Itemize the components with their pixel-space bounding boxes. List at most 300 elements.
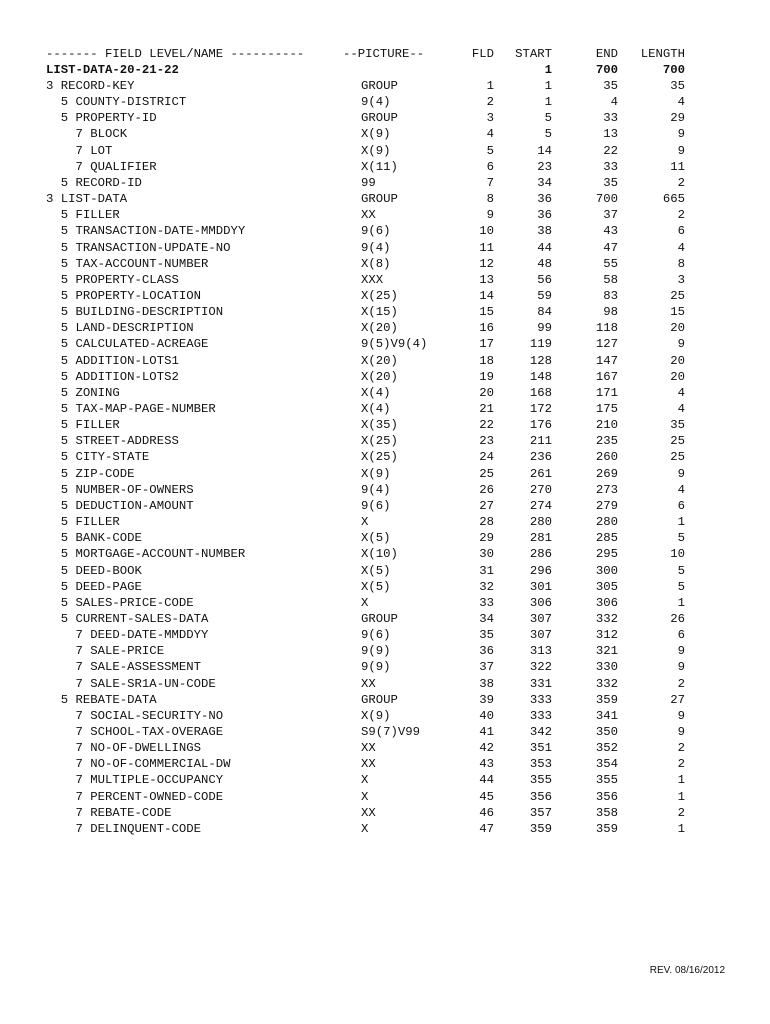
field-row — [0, 369, 770, 385]
field-length: 5 — [677, 579, 685, 594]
field-start: 172 — [529, 402, 552, 416]
field-number: 33 — [479, 595, 494, 610]
field-length: 10 — [670, 547, 685, 562]
field-end: 175 — [595, 402, 618, 416]
field-name: 5 PROPERTY-CLASS — [46, 272, 179, 287]
field-length: 9 — [677, 660, 685, 675]
field-name: 7 SCHOOL-TAX-OVERAGE — [46, 725, 224, 739]
field-length: 1 — [677, 821, 685, 836]
field-end: 47 — [603, 240, 618, 255]
field-row — [0, 159, 770, 175]
field-number: 41 — [479, 725, 494, 739]
field-row — [0, 449, 770, 465]
field-name: 7 REBATE-CODE — [46, 805, 172, 820]
field-length: 9 — [677, 708, 685, 723]
field-length: 35 — [670, 79, 685, 93]
field-name: 5 TRANSACTION-DATE-MMDDYY — [46, 224, 246, 239]
field-end: 352 — [595, 741, 618, 756]
field-name: 3 RECORD-KEY — [46, 79, 135, 93]
field-end: 300 — [595, 563, 618, 578]
field-row — [0, 240, 770, 256]
record-length: 700 — [662, 63, 685, 77]
field-length: 5 — [677, 531, 685, 546]
field-end: 356 — [595, 789, 618, 804]
field-picture: GROUP — [361, 692, 398, 707]
field-name: 5 ZIP-CODE — [46, 466, 135, 481]
field-length: 2 — [677, 208, 685, 223]
field-end: 33 — [603, 111, 618, 126]
field-length: 29 — [670, 111, 685, 126]
field-start: 168 — [529, 385, 552, 400]
field-name: 7 SALE-ASSESSMENT — [46, 660, 201, 675]
field-length: 4 — [677, 402, 685, 416]
field-length: 25 — [670, 288, 685, 303]
header-picture: --PICTURE-- — [343, 47, 425, 61]
field-name: 5 RECORD-ID — [46, 175, 142, 190]
field-row — [0, 126, 770, 142]
field-number: 30 — [479, 547, 494, 562]
field-number: 21 — [479, 402, 494, 416]
field-number: 45 — [479, 789, 494, 804]
field-start: 359 — [529, 821, 552, 836]
field-picture: X — [361, 821, 369, 836]
field-name: 7 DEED-DATE-MMDDYY — [46, 628, 209, 643]
field-number: 47 — [479, 821, 494, 836]
field-row — [0, 772, 770, 788]
field-name: 5 ZONING — [46, 385, 120, 400]
field-name: 7 SALE-PRICE — [46, 644, 165, 659]
field-row — [0, 498, 770, 514]
field-number: 7 — [486, 175, 494, 190]
field-number: 19 — [479, 369, 494, 384]
field-picture: X(9) — [361, 708, 391, 723]
field-length: 20 — [670, 321, 685, 336]
field-length: 2 — [677, 805, 685, 820]
field-picture: X — [361, 773, 369, 788]
field-picture: XXX — [361, 272, 384, 287]
field-picture: X(5) — [361, 579, 391, 594]
field-end: 147 — [595, 353, 618, 368]
field-name: 7 PERCENT-OWNED-CODE — [46, 789, 224, 804]
field-picture: GROUP — [361, 611, 398, 626]
field-number: 42 — [479, 741, 494, 756]
field-row — [0, 143, 770, 159]
field-row — [0, 740, 770, 756]
field-name: 5 BANK-CODE — [46, 531, 142, 546]
field-number: 25 — [479, 466, 494, 481]
field-length: 6 — [677, 628, 685, 643]
field-name: 7 NO-OF-DWELLINGS — [46, 741, 201, 756]
field-start: 261 — [529, 466, 552, 481]
field-length: 6 — [677, 498, 685, 513]
field-picture: XX — [361, 676, 376, 691]
field-end: 83 — [603, 288, 618, 303]
field-start: 270 — [529, 482, 552, 497]
field-start: 5 — [544, 127, 552, 142]
field-start: 38 — [537, 224, 552, 239]
field-end: 332 — [595, 676, 618, 691]
field-end: 350 — [595, 725, 618, 739]
field-picture: GROUP — [361, 192, 398, 206]
field-picture: GROUP — [361, 79, 398, 93]
field-name: 5 MORTGAGE-ACCOUNT-NUMBER — [46, 547, 246, 562]
field-length: 1 — [677, 595, 685, 610]
field-name: 7 LOT — [46, 143, 113, 158]
field-length: 9 — [677, 143, 685, 158]
field-picture: XX — [361, 208, 376, 223]
field-picture: X(9) — [361, 143, 391, 158]
field-name: 7 DELINQUENT-CODE — [46, 821, 201, 836]
field-picture: S9(7)V99 — [361, 725, 421, 739]
column-header-row — [0, 46, 770, 62]
field-start: 56 — [537, 272, 552, 287]
field-length: 25 — [670, 434, 685, 449]
field-row — [0, 756, 770, 772]
field-row — [0, 336, 770, 352]
record-title-row — [0, 62, 770, 78]
field-name: 5 CALCULATED-ACREAGE — [46, 337, 209, 352]
field-start: 306 — [529, 595, 552, 610]
field-picture: X(20) — [361, 353, 398, 368]
field-row — [0, 563, 770, 579]
field-length: 1 — [677, 515, 685, 529]
field-number: 11 — [479, 240, 494, 255]
field-end: 355 — [595, 773, 618, 788]
field-row — [0, 724, 770, 740]
field-start: 148 — [529, 369, 552, 384]
field-length: 4 — [677, 95, 685, 110]
field-length: 9 — [677, 337, 685, 352]
field-start: 356 — [529, 789, 552, 804]
field-end: 171 — [595, 385, 618, 400]
field-picture: 9(6) — [361, 224, 391, 239]
field-number: 29 — [479, 531, 494, 546]
field-picture: 9(4) — [361, 95, 391, 110]
field-row — [0, 482, 770, 498]
field-length: 4 — [677, 385, 685, 400]
field-length: 9 — [677, 725, 685, 739]
field-picture: 9(4) — [361, 240, 391, 255]
field-picture: 9(9) — [361, 644, 391, 659]
field-name: 5 FILLER — [46, 418, 120, 433]
field-length: 3 — [677, 272, 685, 287]
field-number: 3 — [486, 111, 494, 126]
field-number: 36 — [479, 644, 494, 659]
field-picture: X(8) — [361, 256, 391, 271]
field-start: 1 — [544, 79, 552, 93]
field-start: 313 — [529, 644, 552, 659]
field-name: 5 TAX-ACCOUNT-NUMBER — [46, 256, 209, 271]
revision-date: REV. 08/16/2012 — [649, 965, 725, 976]
field-name: 7 SALE-SR1A-UN-CODE — [46, 676, 216, 691]
field-name: 5 DEED-PAGE — [46, 579, 142, 594]
field-picture: X(11) — [361, 159, 398, 174]
field-start: 355 — [529, 773, 552, 788]
field-number: 23 — [479, 434, 494, 449]
field-end: 312 — [595, 628, 618, 643]
field-end: 279 — [595, 498, 618, 513]
field-picture: 9(4) — [361, 482, 391, 497]
field-end: 359 — [595, 692, 618, 707]
field-end: 22 — [603, 143, 618, 158]
field-name: 5 BUILDING-DESCRIPTION — [46, 305, 224, 320]
field-picture: X(25) — [361, 288, 398, 303]
field-length: 35 — [670, 418, 685, 433]
field-end: 260 — [595, 450, 618, 465]
field-start: 84 — [537, 305, 552, 320]
field-start: 286 — [529, 547, 552, 562]
field-picture: X(5) — [361, 563, 391, 578]
field-picture: X(15) — [361, 305, 398, 320]
field-row — [0, 320, 770, 336]
field-length: 9 — [677, 466, 685, 481]
field-start: 342 — [529, 725, 552, 739]
record-name: LIST-DATA-20-21-22 — [46, 63, 179, 77]
field-length: 1 — [677, 773, 685, 788]
field-start: 14 — [537, 143, 552, 158]
field-name: 7 QUALIFIER — [46, 159, 157, 174]
field-start: 128 — [529, 353, 552, 368]
header-end: END — [595, 47, 618, 61]
field-length: 11 — [670, 159, 685, 174]
field-start: 48 — [537, 256, 552, 271]
field-row — [0, 659, 770, 675]
field-picture: X(5) — [361, 531, 391, 546]
field-length: 5 — [677, 563, 685, 578]
field-number: 37 — [479, 660, 494, 675]
field-length: 2 — [677, 741, 685, 756]
field-number: 4 — [486, 127, 494, 142]
field-start: 119 — [529, 337, 552, 352]
field-end: 330 — [595, 660, 618, 675]
field-name: 5 SALES-PRICE-CODE — [46, 595, 194, 610]
field-row — [0, 401, 770, 417]
field-name: 3 LIST-DATA — [46, 192, 128, 206]
field-start: 280 — [529, 515, 552, 529]
header-field-name: ------- FIELD LEVEL/NAME ---------- — [46, 47, 305, 61]
field-row — [0, 627, 770, 643]
field-end: 305 — [595, 579, 618, 594]
field-name: 5 CITY-STATE — [46, 450, 150, 465]
field-row — [0, 304, 770, 320]
field-start: 357 — [529, 805, 552, 820]
field-end: 43 — [603, 224, 618, 239]
field-length: 8 — [677, 256, 685, 271]
field-name: 5 NUMBER-OF-OWNERS — [46, 482, 194, 497]
field-end: 354 — [595, 757, 618, 772]
field-start: 296 — [529, 563, 552, 578]
field-row — [0, 546, 770, 562]
field-name: 5 DEED-BOOK — [46, 563, 142, 578]
field-row — [0, 805, 770, 821]
field-number: 9 — [486, 208, 494, 223]
field-number: 6 — [486, 159, 494, 174]
header-fld: FLD — [471, 47, 494, 61]
field-row — [0, 789, 770, 805]
field-start: 351 — [529, 741, 552, 756]
field-picture: X(9) — [361, 127, 391, 142]
field-row — [0, 288, 770, 304]
field-number: 32 — [479, 579, 494, 594]
field-row — [0, 417, 770, 433]
field-number: 39 — [479, 692, 494, 707]
field-length: 2 — [677, 757, 685, 772]
header-start: START — [515, 47, 552, 61]
field-picture: X(35) — [361, 418, 398, 433]
field-row — [0, 530, 770, 546]
field-length: 6 — [677, 224, 685, 239]
field-name: 5 ADDITION-LOTS2 — [46, 369, 179, 384]
field-row — [0, 514, 770, 530]
field-number: 31 — [479, 563, 494, 578]
field-row — [0, 223, 770, 239]
record-end: 700 — [595, 63, 618, 77]
field-row — [0, 175, 770, 191]
field-length: 2 — [677, 175, 685, 190]
field-end: 55 — [603, 256, 618, 271]
field-start: 322 — [529, 660, 552, 675]
field-end: 127 — [595, 337, 618, 352]
field-number: 43 — [479, 757, 494, 772]
field-end: 295 — [595, 547, 618, 562]
field-row — [0, 611, 770, 627]
field-row — [0, 676, 770, 692]
field-start: 44 — [537, 240, 552, 255]
field-row — [0, 708, 770, 724]
field-start: 331 — [529, 676, 552, 691]
field-number: 28 — [479, 515, 494, 529]
field-length: 20 — [670, 353, 685, 368]
field-length: 665 — [662, 192, 685, 206]
field-number: 46 — [479, 805, 494, 820]
field-end: 235 — [595, 434, 618, 449]
field-picture: 9(5)V9(4) — [361, 337, 428, 352]
field-length: 4 — [677, 482, 685, 497]
field-name: 5 DEDUCTION-AMOUNT — [46, 498, 194, 513]
field-length: 4 — [677, 240, 685, 255]
field-start: 211 — [529, 434, 552, 449]
field-start: 281 — [529, 531, 552, 546]
field-start: 333 — [529, 708, 552, 723]
field-name: 5 CURRENT-SALES-DATA — [46, 611, 209, 626]
field-end: 285 — [595, 531, 618, 546]
field-start: 301 — [529, 579, 552, 594]
field-name: 5 LAND-DESCRIPTION — [46, 321, 194, 336]
field-end: 35 — [603, 79, 618, 93]
field-picture: XX — [361, 741, 376, 756]
field-end: 33 — [603, 159, 618, 174]
field-row — [0, 78, 770, 94]
field-row — [0, 353, 770, 369]
field-number: 15 — [479, 305, 494, 320]
field-number: 18 — [479, 353, 494, 368]
field-name: 7 SOCIAL-SECURITY-NO — [46, 708, 224, 723]
field-start: 36 — [537, 192, 552, 206]
field-picture: 9(6) — [361, 628, 391, 643]
field-picture: 9(6) — [361, 498, 391, 513]
field-length: 20 — [670, 369, 685, 384]
field-row — [0, 94, 770, 110]
field-name: 5 TAX-MAP-PAGE-NUMBER — [46, 402, 216, 416]
field-number: 14 — [479, 288, 494, 303]
field-start: 59 — [537, 288, 552, 303]
field-picture: 99 — [361, 175, 376, 190]
field-end: 341 — [595, 708, 618, 723]
field-row — [0, 272, 770, 288]
field-picture: 9(9) — [361, 660, 391, 675]
field-length: 26 — [670, 611, 685, 626]
field-number: 40 — [479, 708, 494, 723]
field-name: 5 REBATE-DATA — [46, 692, 157, 707]
field-picture: XX — [361, 757, 376, 772]
field-picture: XX — [361, 805, 376, 820]
field-start: 99 — [537, 321, 552, 336]
field-picture: X — [361, 595, 369, 610]
field-name: 5 FILLER — [46, 208, 120, 223]
field-start: 307 — [529, 611, 552, 626]
field-end: 210 — [595, 418, 618, 433]
field-start: 236 — [529, 450, 552, 465]
field-end: 167 — [595, 369, 618, 384]
field-end: 37 — [603, 208, 618, 223]
field-end: 98 — [603, 305, 618, 320]
field-length: 9 — [677, 644, 685, 659]
field-length: 15 — [670, 305, 685, 320]
field-picture: X(20) — [361, 369, 398, 384]
field-end: 35 — [603, 175, 618, 190]
field-number: 44 — [479, 773, 494, 788]
field-number: 5 — [486, 143, 494, 158]
field-number: 26 — [479, 482, 494, 497]
field-picture: X(4) — [361, 402, 391, 416]
field-number: 27 — [479, 498, 494, 513]
field-number: 12 — [479, 256, 494, 271]
field-row — [0, 821, 770, 837]
field-end: 118 — [595, 321, 618, 336]
field-name: 5 PROPERTY-LOCATION — [46, 288, 201, 303]
field-end: 269 — [595, 466, 618, 481]
field-name: 5 ADDITION-LOTS1 — [46, 353, 179, 368]
field-picture: X(9) — [361, 466, 391, 481]
field-start: 274 — [529, 498, 552, 513]
field-number: 2 — [486, 95, 494, 110]
field-name: 5 TRANSACTION-UPDATE-NO — [46, 240, 231, 255]
field-number: 8 — [486, 192, 494, 206]
field-end: 280 — [595, 515, 618, 529]
field-number: 38 — [479, 676, 494, 691]
field-start: 34 — [537, 175, 552, 190]
field-row — [0, 692, 770, 708]
field-row — [0, 433, 770, 449]
field-row — [0, 385, 770, 401]
field-row — [0, 256, 770, 272]
field-start: 23 — [537, 159, 552, 174]
field-name: 7 NO-OF-COMMERCIAL-DW — [46, 757, 231, 772]
field-length: 25 — [670, 450, 685, 465]
field-number: 10 — [479, 224, 494, 239]
field-end: 700 — [595, 192, 618, 206]
field-end: 13 — [603, 127, 618, 142]
field-picture: X(4) — [361, 385, 391, 400]
field-start: 176 — [529, 418, 552, 433]
field-picture: X — [361, 789, 369, 804]
field-start: 5 — [544, 111, 552, 126]
field-name: 5 STREET-ADDRESS — [46, 434, 179, 449]
field-row — [0, 110, 770, 126]
header-length: LENGTH — [640, 47, 685, 61]
field-name: 7 BLOCK — [46, 127, 128, 142]
field-end: 58 — [603, 272, 618, 287]
